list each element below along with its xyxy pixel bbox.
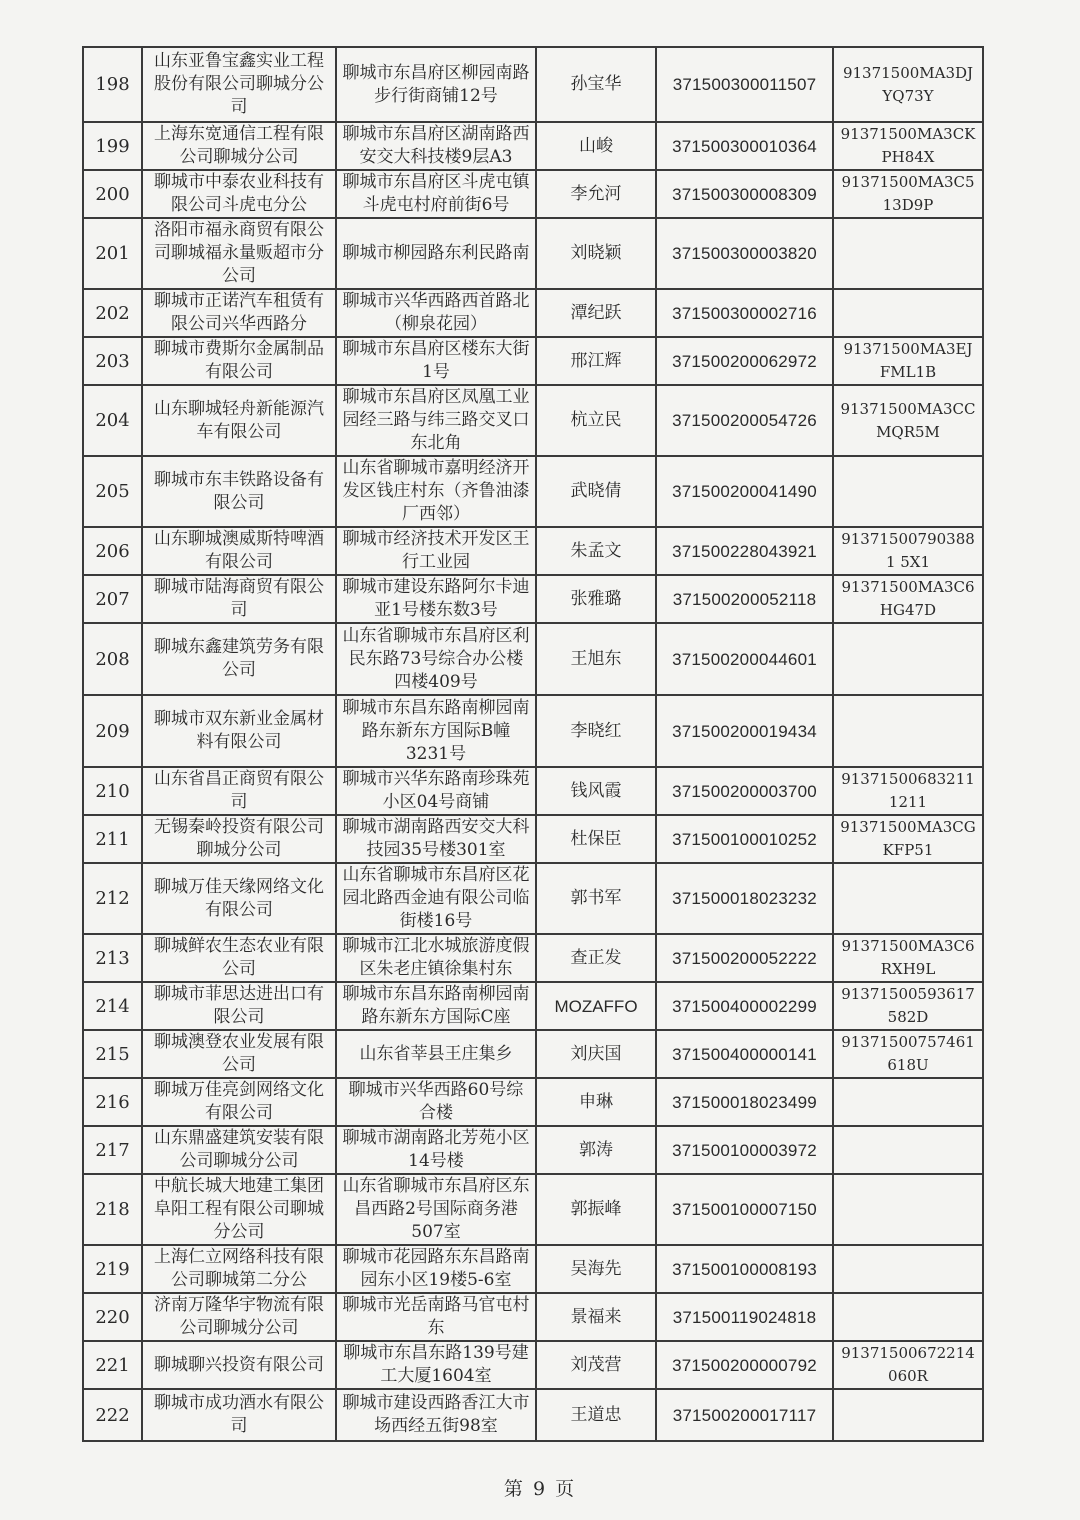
- row-number: 206: [83, 527, 142, 575]
- company-name: 山东亚鲁宝鑫实业工程股份有限公司聊城分公司: [142, 47, 336, 122]
- registration-number: 371500400002299: [656, 982, 833, 1030]
- table-row: [83, 1126, 983, 1174]
- company-name: 聊城万佳天缘网络文化有限公司: [142, 863, 336, 934]
- registration-number: 371500200041490: [656, 456, 833, 527]
- legal-representative: 山峻: [536, 122, 656, 170]
- credit-code: [833, 863, 983, 934]
- company-address: 聊城市湖南路北芳苑小区14号楼: [336, 1126, 536, 1174]
- table-row: [83, 1245, 983, 1293]
- credit-code: [833, 218, 983, 289]
- row-number: 204: [83, 385, 142, 456]
- table-row: [83, 1174, 983, 1245]
- legal-representative: 李晓红: [536, 695, 656, 767]
- legal-representative: 杜保臣: [536, 815, 656, 863]
- row-number: 213: [83, 934, 142, 982]
- registration-number: 371500228043921: [656, 527, 833, 575]
- table-row: [83, 122, 983, 170]
- row-number: 205: [83, 456, 142, 527]
- page-number: 第 9 页: [503, 1478, 577, 1500]
- company-name: 聊城市东丰铁路设备有限公司: [142, 456, 336, 527]
- company-address: 山东省莘县王庄集乡: [336, 1030, 536, 1078]
- registration-number: 371500200017117: [656, 1389, 833, 1441]
- company-name: 聊城鲜农生态农业有限公司: [142, 934, 336, 982]
- table-row: [83, 527, 983, 575]
- row-number: 199: [83, 122, 142, 170]
- company-address: 聊城市建设西路香江大市场西经五街98室: [336, 1389, 536, 1441]
- table-row: [83, 456, 983, 527]
- legal-representative: 刘晓颖: [536, 218, 656, 289]
- table-row: [83, 575, 983, 623]
- registration-number: 371500200052118: [656, 575, 833, 623]
- company-name: 聊城澳登农业发展有限公司: [142, 1030, 336, 1078]
- registration-number: 371500300010364: [656, 122, 833, 170]
- company-address: 山东省聊城市嘉明经济开发区钱庄村东（齐鲁油漆厂西邻）: [336, 456, 536, 527]
- legal-representative: 刘庆国: [536, 1030, 656, 1078]
- table-row: [83, 218, 983, 289]
- registration-number: 371500300002716: [656, 289, 833, 337]
- credit-code: [833, 623, 983, 695]
- registration-number: 371500200044601: [656, 623, 833, 695]
- credit-code: 91371500MA3CCMQR5M: [833, 385, 983, 456]
- row-number: 215: [83, 1030, 142, 1078]
- row-number: 212: [83, 863, 142, 934]
- legal-representative: 朱孟文: [536, 527, 656, 575]
- company-name: 聊城市菲思达进出口有限公司: [142, 982, 336, 1030]
- company-address: 聊城市湖南路西安交大科技园35号楼301室: [336, 815, 536, 863]
- company-name: 山东聊城澳威斯特啤酒有限公司: [142, 527, 336, 575]
- registration-number: 371500400000141: [656, 1030, 833, 1078]
- registration-number: 371500100008193: [656, 1245, 833, 1293]
- legal-representative: 刘茂营: [536, 1341, 656, 1389]
- credit-code: 91371500MA3CGKFP51: [833, 815, 983, 863]
- company-address: 山东省聊城市东昌府区利民东路73号综合办公楼四楼409号: [336, 623, 536, 695]
- company-address: 聊城市东昌府区凤凰工业园经三路与纬三路交叉口东北角: [336, 385, 536, 456]
- legal-representative: 武晓倩: [536, 456, 656, 527]
- company-name: 聊城市中泰农业科技有限公司斗虎屯分公: [142, 170, 336, 218]
- row-number: 220: [83, 1293, 142, 1341]
- table-row: [83, 1078, 983, 1126]
- credit-code: 91371500MA3C6RXH9L: [833, 934, 983, 982]
- row-number: 211: [83, 815, 142, 863]
- company-name: 上海仁立网络科技有限公司聊城第二分公: [142, 1245, 336, 1293]
- company-name: 山东省昌正商贸有限公司: [142, 767, 336, 815]
- legal-representative: 吴海先: [536, 1245, 656, 1293]
- company-name: 聊城市费斯尔金属制品有限公司: [142, 337, 336, 385]
- row-number: 209: [83, 695, 142, 767]
- legal-representative: 杭立民: [536, 385, 656, 456]
- row-number: 203: [83, 337, 142, 385]
- legal-representative: 王旭东: [536, 623, 656, 695]
- company-address: 聊城市东昌府区斗虎屯镇斗虎屯村府前街6号: [336, 170, 536, 218]
- company-address: 聊城市花园路东东昌路南园东小区19楼5-6室: [336, 1245, 536, 1293]
- row-number: 208: [83, 623, 142, 695]
- company-address: 聊城市兴华东路南珍珠苑小区04号商铺: [336, 767, 536, 815]
- company-address: 聊城市柳园路东利民路南: [336, 218, 536, 289]
- credit-code: 91371500MA3EJFML1B: [833, 337, 983, 385]
- company-address: 聊城市东昌府区楼东大街1号: [336, 337, 536, 385]
- company-name: 聊城市双东新业金属材料有限公司: [142, 695, 336, 767]
- credit-code: 913715006832111211: [833, 767, 983, 815]
- company-name: 聊城聊兴投资有限公司: [142, 1341, 336, 1389]
- credit-code: [833, 1078, 983, 1126]
- company-address: 聊城市兴华西路西首路北（柳泉花园）: [336, 289, 536, 337]
- company-name: 中航长城大地建工集团阜阳工程有限公司聊城分公司: [142, 1174, 336, 1245]
- table-row: [83, 982, 983, 1030]
- legal-representative: 郭振峰: [536, 1174, 656, 1245]
- company-address: 山东省聊城市东昌府区东昌西路2号国际商务港507室: [336, 1174, 536, 1245]
- registration-number: 371500200054726: [656, 385, 833, 456]
- row-number: 218: [83, 1174, 142, 1245]
- legal-representative: 查正发: [536, 934, 656, 982]
- credit-code: 91371500MA3C6HG47D: [833, 575, 983, 623]
- company-address: 聊城市光岳南路马官屯村东: [336, 1293, 536, 1341]
- company-address: 聊城市经济技术开发区王行工业园: [336, 527, 536, 575]
- registration-number: 371500300011507: [656, 47, 833, 122]
- company-address: 聊城市江北水城旅游度假区朱老庄镇徐集村东: [336, 934, 536, 982]
- row-number: 210: [83, 767, 142, 815]
- company-address: 聊城市东昌府区柳园南路步行街商铺12号: [336, 47, 536, 122]
- registration-number: 371500100003972: [656, 1126, 833, 1174]
- registration-number: 371500200000792: [656, 1341, 833, 1389]
- credit-code: 91371500MA3DJYQ73Y: [833, 47, 983, 122]
- company-address: 聊城市东昌东路139号建工大厦1604室: [336, 1341, 536, 1389]
- company-name: 聊城东鑫建筑劳务有限公司: [142, 623, 336, 695]
- registration-table: [82, 46, 984, 1442]
- table-row: [83, 1341, 983, 1389]
- credit-code: 91371500MA3C513D9P: [833, 170, 983, 218]
- registration-number: 371500200019434: [656, 695, 833, 767]
- row-number: 214: [83, 982, 142, 1030]
- registration-number: 371500018023232: [656, 863, 833, 934]
- legal-representative: 郭书军: [536, 863, 656, 934]
- legal-representative: 王道忠: [536, 1389, 656, 1441]
- table-row: [83, 289, 983, 337]
- row-number: 222: [83, 1389, 142, 1441]
- registration-number: 371500119024818: [656, 1293, 833, 1341]
- company-name: 洛阳市福永商贸有限公司聊城福永量贩超市分公司: [142, 218, 336, 289]
- table-row: [83, 1389, 983, 1441]
- credit-code: [833, 1245, 983, 1293]
- company-name: 山东聊城轻舟新能源汽车有限公司: [142, 385, 336, 456]
- credit-code: [833, 456, 983, 527]
- company-address: 聊城市东昌府区湖南路西安交大科技楼9层A3: [336, 122, 536, 170]
- row-number: 216: [83, 1078, 142, 1126]
- row-number: 207: [83, 575, 142, 623]
- row-number: 202: [83, 289, 142, 337]
- table-row: [83, 1293, 983, 1341]
- table-row: [83, 815, 983, 863]
- company-address: 聊城市兴华西路60号综合楼: [336, 1078, 536, 1126]
- company-address: 山东省聊城市东昌府区花园北路西金迪有限公司临街楼16号: [336, 863, 536, 934]
- legal-representative: 李允河: [536, 170, 656, 218]
- registration-number: 371500300008309: [656, 170, 833, 218]
- company-name: 济南万隆华宇物流有限公司聊城分公司: [142, 1293, 336, 1341]
- table-row: [83, 170, 983, 218]
- credit-code: 913715007903881 5X1: [833, 527, 983, 575]
- company-name: 无锡秦岭投资有限公司聊城分公司: [142, 815, 336, 863]
- credit-code: 91371500757461618U: [833, 1030, 983, 1078]
- company-name: 山东鼎盛建筑安装有限公司聊城分公司: [142, 1126, 336, 1174]
- legal-representative: 景福来: [536, 1293, 656, 1341]
- row-number: 201: [83, 218, 142, 289]
- credit-code: 91371500MA3CKPH84X: [833, 122, 983, 170]
- legal-representative: 潭纪跃: [536, 289, 656, 337]
- table-body: [83, 47, 983, 1441]
- legal-representative: 孙宝华: [536, 47, 656, 122]
- legal-representative: 申琳: [536, 1078, 656, 1126]
- credit-code: [833, 695, 983, 767]
- legal-representative: MOZAFFO: [536, 982, 656, 1030]
- table-row: [83, 767, 983, 815]
- company-address: 聊城市东昌东路南柳园南路东新东方国际C座: [336, 982, 536, 1030]
- table-row: [83, 934, 983, 982]
- registration-number: 371500100007150: [656, 1174, 833, 1245]
- company-name: 聊城万佳亮剑网络文化有限公司: [142, 1078, 336, 1126]
- credit-code: [833, 1174, 983, 1245]
- credit-code: [833, 289, 983, 337]
- row-number: 198: [83, 47, 142, 122]
- row-number: 219: [83, 1245, 142, 1293]
- table-row: [83, 863, 983, 934]
- legal-representative: 张雅璐: [536, 575, 656, 623]
- table-row: [83, 47, 983, 122]
- credit-code: 91371500672214060R: [833, 1341, 983, 1389]
- row-number: 200: [83, 170, 142, 218]
- company-name: 上海东宽通信工程有限公司聊城分公司: [142, 122, 336, 170]
- company-name: 聊城市正诺汽车租赁有限公司兴华西路分: [142, 289, 336, 337]
- company-name: 聊城市陆海商贸有限公司: [142, 575, 336, 623]
- table-row: [83, 1030, 983, 1078]
- credit-code: [833, 1389, 983, 1441]
- registration-number: 371500200003700: [656, 767, 833, 815]
- table-row: [83, 695, 983, 767]
- registration-number: 371500018023499: [656, 1078, 833, 1126]
- company-address: 聊城市建设东路阿尔卡迪亚1号楼东数3号: [336, 575, 536, 623]
- registration-number: 371500100010252: [656, 815, 833, 863]
- row-number: 221: [83, 1341, 142, 1389]
- table-row: [83, 337, 983, 385]
- legal-representative: 郭涛: [536, 1126, 656, 1174]
- registration-number: 371500200052222: [656, 934, 833, 982]
- table-row: [83, 623, 983, 695]
- registration-number: 371500300003820: [656, 218, 833, 289]
- credit-code: 91371500593617582D: [833, 982, 983, 1030]
- row-number: 217: [83, 1126, 142, 1174]
- credit-code: [833, 1293, 983, 1341]
- legal-representative: 钱风霞: [536, 767, 656, 815]
- legal-representative: 邢江辉: [536, 337, 656, 385]
- company-name: 聊城市成功酒水有限公司: [142, 1389, 336, 1441]
- company-address: 聊城市东昌东路南柳园南路东新东方国际B幢3231号: [336, 695, 536, 767]
- registration-number: 371500200062972: [656, 337, 833, 385]
- table-row: [83, 385, 983, 456]
- credit-code: [833, 1126, 983, 1174]
